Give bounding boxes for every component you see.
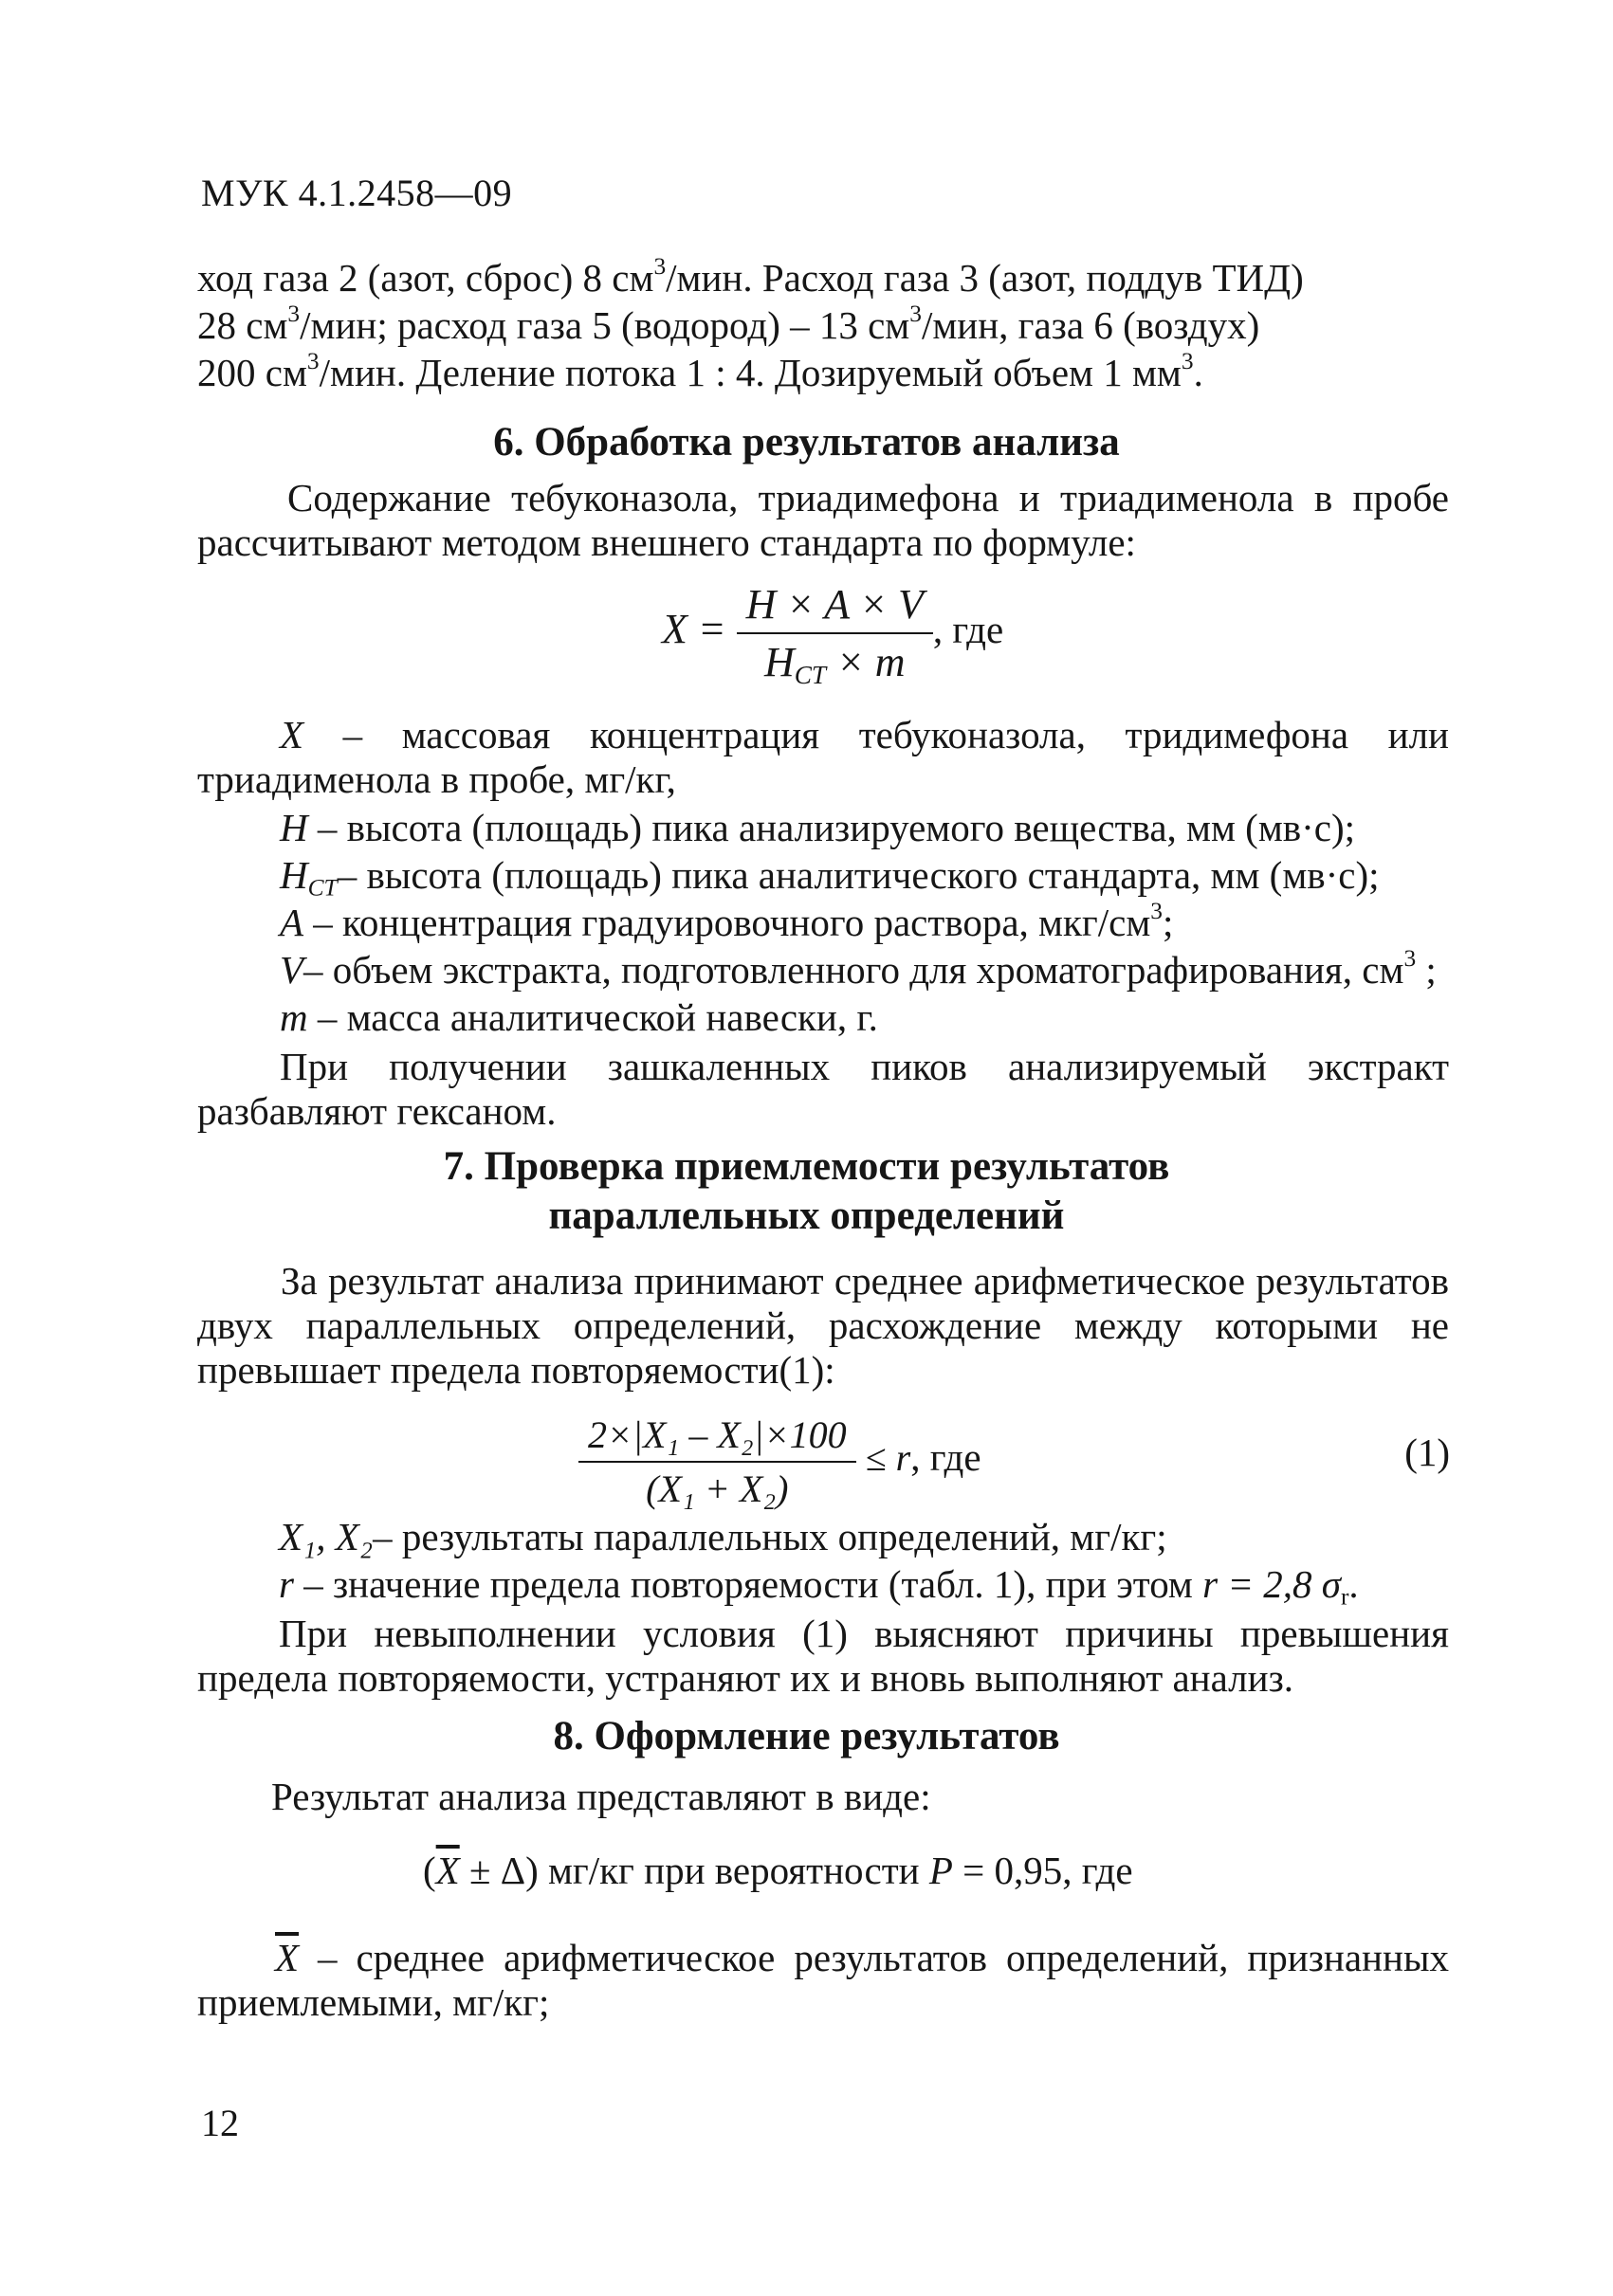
formula-result-end: = 0,95, где (952, 1849, 1133, 1892)
intro-line-3-a: 200 см (197, 351, 307, 394)
section-7-title-line-2: параллельных определений (548, 1194, 1065, 1238)
symbol-v: V (280, 948, 304, 992)
symbol-h: H (280, 806, 308, 849)
formula-repeatability-tail: , где (910, 1435, 981, 1480)
definition-v-post: ; (1416, 948, 1437, 992)
intro-line-2-a: 28 см (197, 303, 288, 347)
symbol-x: X (280, 713, 304, 756)
definition-a-text: – концентрация градуировочного раствора, мкг/см (303, 901, 1151, 944)
definition-x-mean-text: – среднее арифметическое результатов определений, признанных приемлемыми, мг/кг; (197, 1936, 1449, 2024)
section-8-paragraph-1: Результат анализа представляют в виде: (271, 1775, 931, 1818)
definition-x1-x2-text: – результаты параллельных определений, мг/кг; (373, 1515, 1167, 1558)
section-7-title-line-1: 7. Проверка приемлемости результатов (443, 1144, 1170, 1189)
definition-m (280, 995, 1531, 1040)
superscript-3: 3 (653, 253, 667, 281)
definition-hct-text: – высота (площадь) пика аналитического стандарта, мм (мв·с); (337, 853, 1380, 897)
definition-r-sub: r (1340, 1583, 1349, 1611)
superscript-3: 3 (1150, 898, 1163, 925)
symbol-hct-sub: CT (307, 874, 338, 902)
formula-result (423, 1849, 1613, 1893)
symbol-hct: H (280, 853, 308, 897)
formula-den-h: H (763, 639, 795, 685)
symbol-x-mean: $\overline{X}$ (275, 1936, 300, 1979)
superscript-3: 3 (1403, 945, 1417, 973)
formula-repeatability-relation: ≤ r (865, 1436, 911, 1480)
section-6-paragraph-1: Содержание тебуконазола, триадимефона и триадименола в пробе рассчитывают методом внешнего стандарта по формуле: (197, 476, 1449, 564)
formula-result-open: ( (423, 1849, 436, 1892)
intro-line-2-c: /мин, газа 6 (воздух) (921, 303, 1260, 347)
definition-x-text: – массовая концентрация тебуконазола, тридимефона или триадименола в пробе, мг/кг, (197, 713, 1449, 801)
definition-h-text: – высота (площадь) пика анализируемого вещества, мм (мв·с); (307, 806, 1356, 849)
definition-h (280, 806, 1531, 850)
formula-repeatability-denominator: (X₁ + X₂) (646, 1467, 789, 1510)
intro-line-2 (197, 303, 1449, 348)
formula-repeatability-fraction (578, 1412, 856, 1511)
document-code-header: МУК 4.1.2458—09 (201, 172, 513, 214)
intro-line-1 (197, 253, 1449, 301)
formula-result-x-mean: $\overline{X}$ (435, 1849, 460, 1892)
equation-number: (1) (1404, 1430, 1450, 1474)
definition-r (279, 1562, 1531, 1611)
section-7-paragraph-1: За результат анализа принимают среднее арифметическое результатов двух параллельных определений, расхождение между которыми не превышает предела повторяемости(1): (197, 1259, 1449, 1392)
formula-concentration (662, 580, 1004, 690)
definition-r-end: . (1348, 1562, 1359, 1606)
formula-den-rest: × m (826, 639, 906, 685)
formula-tail: , где (932, 608, 1004, 652)
symbol-m: m (280, 995, 308, 1039)
formula-denominator (737, 634, 933, 690)
section-8-title: 8. Оформление результатов (553, 1714, 1060, 1758)
definition-hct (280, 853, 1531, 902)
intro-line-3-b: /мин. Деление потока 1 : 4. Дозируемый объем 1 мм (319, 351, 1182, 394)
section-6-title: 6. Обработка результатов анализа (493, 420, 1120, 465)
symbol-x1-x2: X₁, X₂ (279, 1515, 374, 1558)
symbol-a: A (280, 901, 304, 944)
definition-a (280, 898, 1531, 945)
intro-line-2-b: /мин; расход газа 5 (водород) – 13 см (300, 303, 910, 347)
definition-a-post: ; (1162, 901, 1174, 944)
superscript-3: 3 (1181, 348, 1194, 375)
superscript-3: 3 (909, 301, 922, 328)
definition-v (280, 945, 1531, 993)
definition-x-mean (197, 1936, 1449, 2025)
formula-result-pm: ± Δ) (459, 1849, 539, 1892)
superscript-3: 3 (287, 301, 301, 328)
intro-line-1-b: /мин. Расход газа 3 (азот, поддув ТИД) (666, 256, 1304, 300)
section-7-paragraph-2: При невыполнении условия (1) выясняют причины превышения предела повторяемости, устраняют их и вновь выполняют анализ. (197, 1612, 1449, 1700)
formula-result-p: P (928, 1849, 953, 1892)
definition-r-text: – значение предела повторяемости (табл. 1), при этом (293, 1562, 1203, 1606)
page-number: 12 (201, 2102, 239, 2144)
intro-line-3 (197, 348, 1449, 395)
definition-x1-x2 (279, 1515, 1531, 1559)
symbol-r: r (279, 1562, 294, 1606)
intro-line-3-c: . (1193, 351, 1203, 394)
formula-numerator: H × A × V (737, 580, 933, 634)
formula-lhs: X = (662, 606, 726, 653)
superscript-3: 3 (306, 348, 320, 375)
formula-repeatability-numerator: 2×|X₁ – X₂|×100 (578, 1412, 856, 1463)
formula-fraction (737, 580, 933, 690)
formula-repeatability (578, 1412, 981, 1511)
definition-v-text: – объем экстракта, подготовленного для хроматографирования, см (303, 948, 1404, 992)
intro-line-1-a: ход газа 2 (азот, сброс) 8 см (197, 256, 654, 300)
formula-result-text: мг/кг при вероятности (538, 1849, 929, 1892)
definition-r-equation: r = 2,8 σ (1202, 1562, 1341, 1606)
definition-m-text: – масса аналитической навески, г. (307, 995, 878, 1039)
formula-den-sub: CT (794, 661, 827, 690)
section-6-paragraph-2: При получении зашкаленных пиков анализируемый экстракт разбавляют гексаном. (197, 1045, 1449, 1133)
definition-x (197, 713, 1449, 802)
